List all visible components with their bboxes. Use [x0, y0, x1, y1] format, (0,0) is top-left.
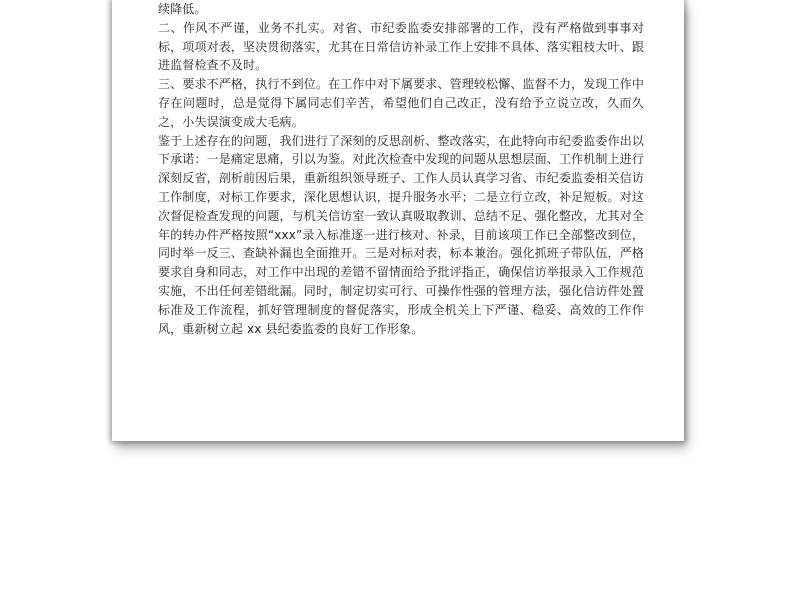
document-page — [112, 0, 684, 441]
paragraph-commitment: 鉴于上述存在的问题，我们进行了深刻的反思剖析、整改落实，在此特向市纪委监委作出以下承诺：一是痛定思痛，引以为鉴。对此次检查中发现的问题从思想层面、工作机制上进行深刻反省，剖析前因后果，重新组织领导班子、工作人员认真学习省、市纪委监委相关信访工作制度，对标工作要求，深化思想认识，提升服务水平；二是立行立改，补足短板。对这次督促检查发现的问题，与机关信访室一致认真吸取教训、总结不足、强化整改，尤其对全年的转办件严格按照“xxx”录入标准逐一进行核对、补录，目前该项工作已全部整改到位，同时举一反三、查缺补漏也全面推开。三是对标对表，标本兼治。强化抓班子带队伍，严格要求自身和同志，对工作中出现的差错不留情面给予批评指正，确保信访举报录入工作规范实施，不出任何差错纰漏。同时，制定切实可行、可操作性强的管理方法，强化信访件处置标准及工作流程，抓好管理制度的督促落实，形成全机关上下严谨、稳妥、高效的工作作风，重新树立起 xx 县纪委监委的良好工作形象。 — [158, 133, 645, 336]
paragraph-requirements: 三、要求不严格，执行不到位。在工作中对下属要求、管理较松懈、监督不力，发现工作中存在问题时，总是觉得下属同志们辛苦，希望他们自己改正，没有给予立说立改，久而久之，小失误演变成大毛病。 — [158, 77, 645, 129]
paragraph-continuation: 续降低。 — [158, 2, 207, 16]
document-body — [158, 0, 644, 338]
paragraph-work-style: 二、作风不严谨，业务不扎实。对省、市纪委监委安排部署的工作，没有严格做到事事对标，项项对表，坚决贯彻落实，尤其在日常信访补录工作上安排不具体、落实粗枝大叶、跟进监督检查不及时。 — [158, 20, 645, 73]
